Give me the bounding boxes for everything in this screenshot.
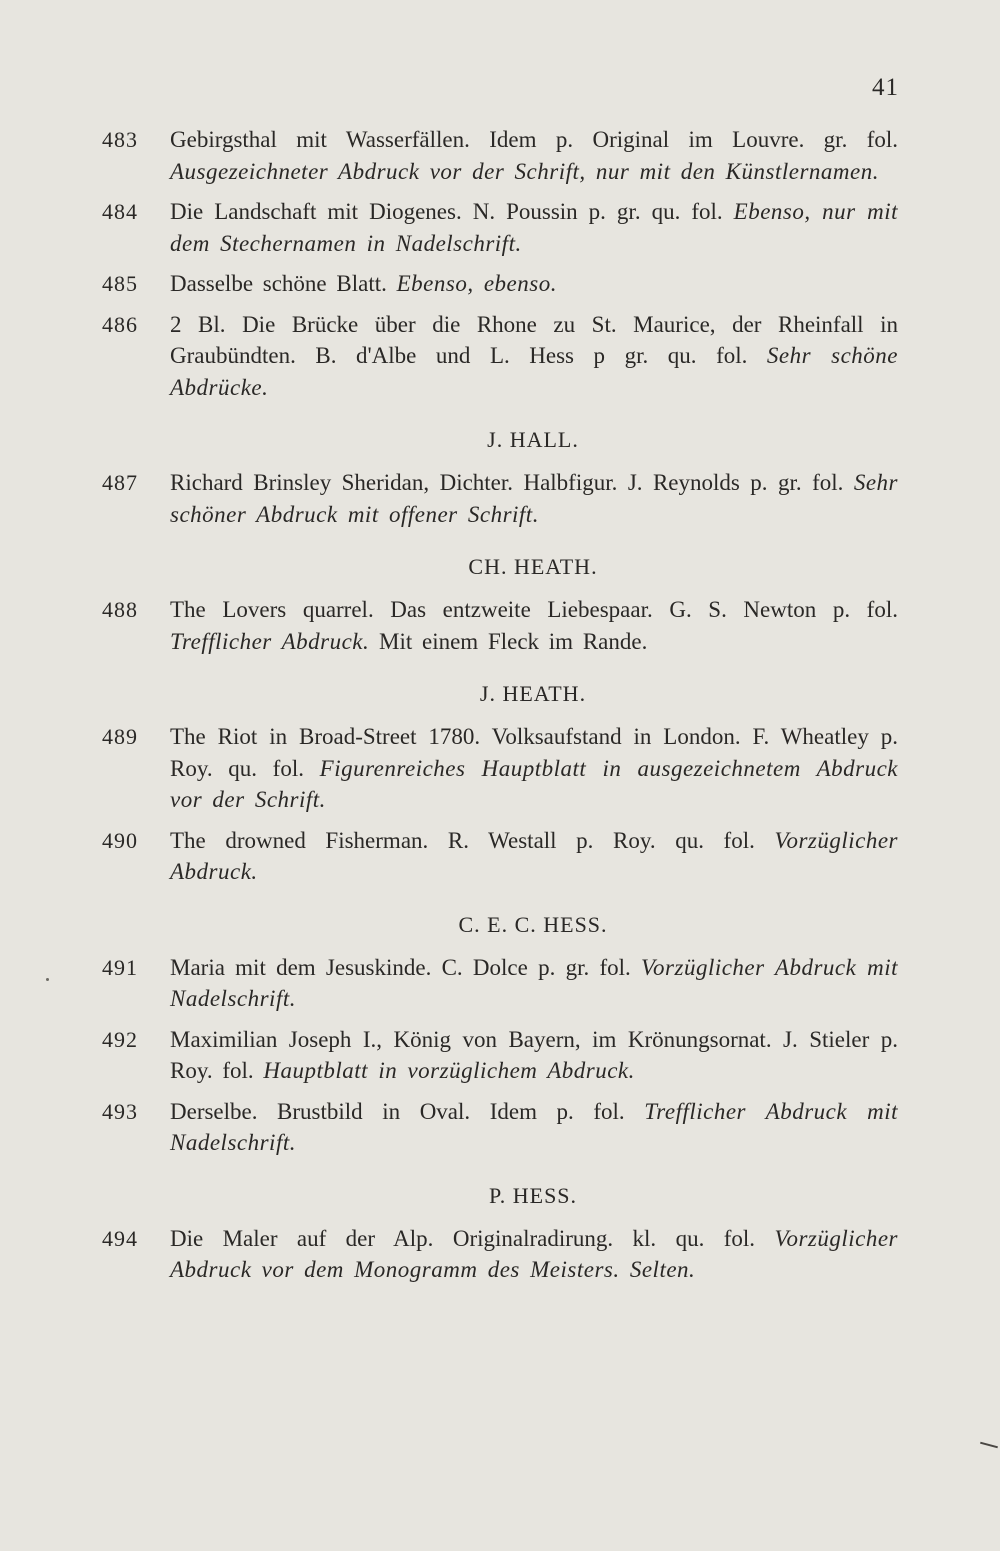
edge-mark xyxy=(980,1442,998,1449)
entry-condition-note: Vorzüglicher Abdruck vor dem Monogramm des Meisters. Selten. xyxy=(170,1225,898,1282)
catalog-entry xyxy=(98,309,898,404)
entry-number: 485 xyxy=(102,271,138,296)
entry-description: Gebirgsthal mit Wasserfällen. Idem p. Original im Louvre. gr. fol. xyxy=(170,127,898,152)
entry-description: Maximilian Joseph I., König von Bayern, im Krönungsornat. J. Stieler p. Roy. fol. xyxy=(170,1026,898,1083)
entry-condition-note: Trefflicher Abdruck. xyxy=(170,628,370,654)
entry-description: The drowned Fisherman. R. Westall p. Roy. qu. fol. xyxy=(170,827,755,853)
section-heading: P. HESS. xyxy=(488,1182,578,1208)
entry-number: 486 xyxy=(102,311,138,337)
entry-description: Die Landschaft mit Diogenes. N. Poussin p. gr. qu. fol. xyxy=(170,199,723,224)
entry-condition-note: Ebenso, nur mit dem Stechernamen in Nadelschrift. xyxy=(170,199,898,256)
catalog-entry xyxy=(98,124,898,187)
section-heading: C. E. C. HESS. xyxy=(458,911,608,937)
catalog-entry xyxy=(98,268,898,300)
section-heading: J. HALL. xyxy=(487,427,579,452)
section-heading: J. HEATH. xyxy=(479,681,587,706)
catalog-entry xyxy=(98,594,898,657)
page-number: 41 xyxy=(872,74,899,101)
entry-number: 492 xyxy=(102,1026,138,1052)
catalog-entry xyxy=(98,1024,898,1087)
entry-description: Maria mit dem Jesuskinde. C. Dolce p. gr. fol. xyxy=(170,954,631,980)
entry-number: 484 xyxy=(102,199,138,224)
entry-description: Richard Brinsley Sheridan, Dichter. Halbfigur. J. Reynolds p. gr. fol. xyxy=(170,470,844,495)
entry-number: 493 xyxy=(102,1098,138,1124)
entry-number: 490 xyxy=(102,827,138,853)
entry-number: 489 xyxy=(102,724,138,749)
catalog-entries xyxy=(98,124,898,1295)
catalog-entry xyxy=(98,952,898,1015)
entry-condition-note: Sehr schöne Abdrücke. xyxy=(170,343,898,400)
entry-description: The Riot in Broad-Street 1780. Volksaufstand in London. F. Wheatley p. Roy. qu. fol. xyxy=(170,724,898,781)
catalog-entry xyxy=(98,825,898,888)
entry-number: 487 xyxy=(102,470,138,495)
catalog-entry xyxy=(98,196,898,259)
print-speck xyxy=(46,978,49,981)
entry-condition-note: Trefflicher Abdruck mit Nadelschrift. xyxy=(170,1098,899,1155)
entry-condition-note: Vorzüglicher Abdruck. xyxy=(170,827,899,884)
section-heading: CH. HEATH. xyxy=(468,554,598,579)
entry-description: 2 Bl. Die Brücke über die Rhone zu St. Maurice, der Rheinfall in Graubündten. B. d'Albe und L. Hess p gr. qu. fol. xyxy=(170,311,898,368)
catalog-entry xyxy=(98,721,898,816)
catalog-entry xyxy=(98,467,898,530)
entry-number: 494 xyxy=(102,1225,138,1251)
entry-number: 488 xyxy=(102,597,138,622)
entry-condition-note: Sehr schöner Abdruck mit offener Schrift. xyxy=(170,470,898,527)
entry-number: 483 xyxy=(102,127,138,152)
entry-description: Derselbe. Brustbild in Oval. Idem p. fol. xyxy=(170,1098,625,1124)
entry-condition-note: Ausgezeichneter Abdruck vor der Schrift, nur mit den Künstlernamen. xyxy=(170,158,879,184)
entry-condition-note: Ebenso, ebenso. xyxy=(396,271,557,296)
catalog-entry xyxy=(98,1223,898,1286)
entry-remark: Mit einem Fleck im Rande. xyxy=(379,628,648,654)
catalog-entry xyxy=(98,1096,898,1159)
entry-description: The Lovers quarrel. Das entzweite Liebespaar. G. S. Newton p. fol. xyxy=(170,597,898,622)
entry-description: Dasselbe schöne Blatt. xyxy=(170,271,387,296)
entry-condition-note: Figurenreiches Hauptblatt in ausgezeichnetem Abdruck vor der Schrift. xyxy=(170,755,898,812)
entry-number: 491 xyxy=(102,954,138,980)
entry-description: Die Maler auf der Alp. Originalradirung. kl. qu. fol. xyxy=(170,1225,756,1251)
entry-condition-note: Vorzüglicher Abdruck mit Nadelschrift. xyxy=(170,954,898,1011)
entry-condition-note: Hauptblatt in vorzüglichem Abdruck. xyxy=(263,1058,635,1083)
